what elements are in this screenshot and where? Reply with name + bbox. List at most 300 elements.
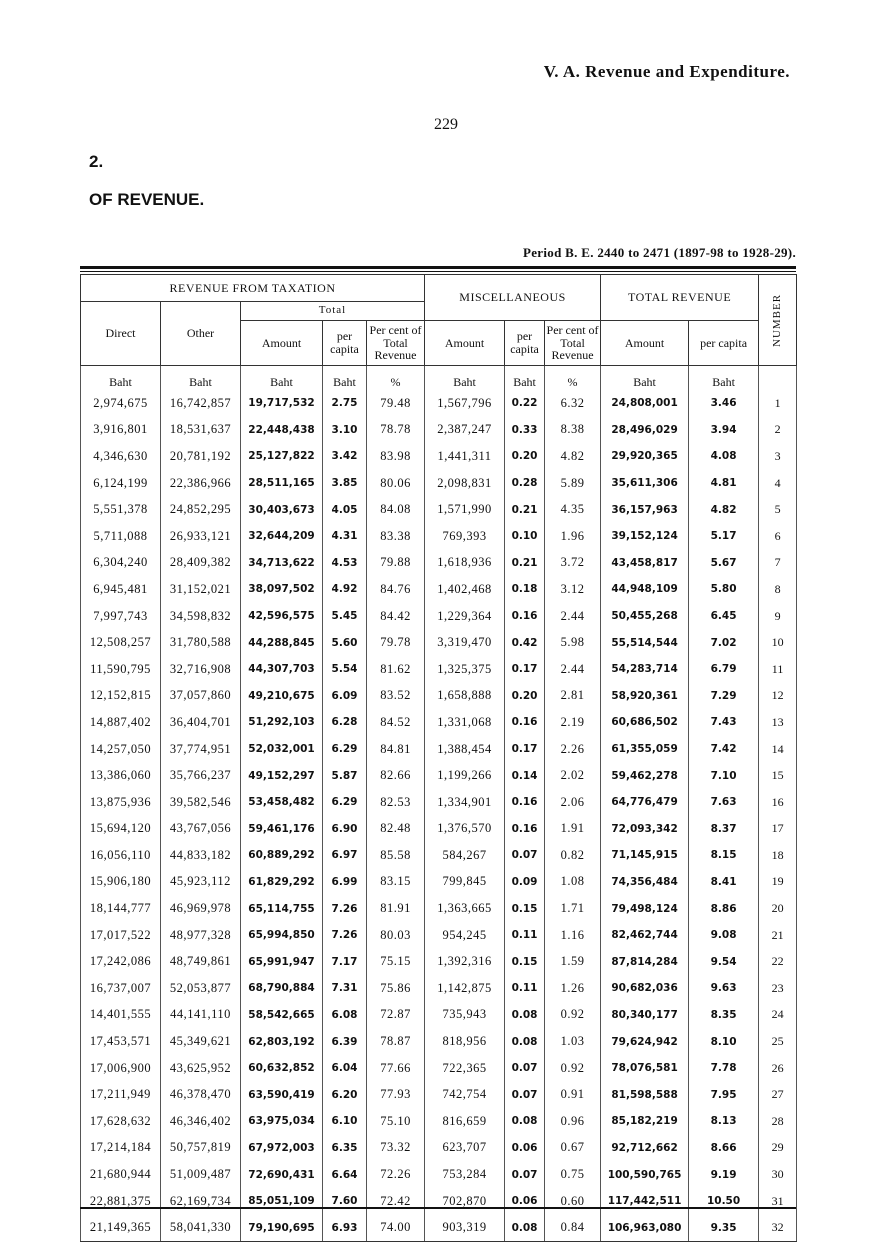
table-cell: 117,442,511	[601, 1188, 689, 1215]
table-cell: 34,598,832	[161, 603, 241, 630]
table-cell: 0.82	[545, 842, 601, 869]
table-cell: 6.79	[689, 656, 759, 683]
table-cell: 6.97	[323, 842, 367, 869]
table-cell: 7	[759, 550, 797, 577]
table-cell: 0.42	[505, 629, 545, 656]
table-cell: 58,920,361	[601, 683, 689, 710]
table-cell: 13,875,936	[81, 789, 161, 816]
table-cell: 12	[759, 683, 797, 710]
table-cell: 78,076,581	[601, 1055, 689, 1082]
table-cell: 1.26	[545, 975, 601, 1002]
table-cell: 87,814,284	[601, 948, 689, 975]
col-misc-per-capita: per capita	[505, 321, 545, 366]
table-cell: 36,404,701	[161, 709, 241, 736]
table-cell: 84.08	[367, 496, 425, 523]
table-cell: 7.78	[689, 1055, 759, 1082]
unit-cell: Baht	[689, 366, 759, 391]
table-cell: 3.85	[323, 470, 367, 497]
table-row	[81, 550, 797, 577]
table-cell: 1,392,316	[425, 948, 505, 975]
table-cell: 623,707	[425, 1135, 505, 1162]
table-cell: 7.42	[689, 736, 759, 763]
table-cell: 2,387,247	[425, 417, 505, 444]
table-cell: 18	[759, 842, 797, 869]
table-cell: 7.26	[323, 922, 367, 949]
table-cell: 17,211,949	[81, 1081, 161, 1108]
table-cell: 19,717,532	[241, 390, 323, 417]
table-cell: 1,567,796	[425, 390, 505, 417]
table-cell: 1.03	[545, 1028, 601, 1055]
table-cell: 6.08	[323, 1002, 367, 1029]
table-cell: 65,114,755	[241, 895, 323, 922]
table-cell: 59,462,278	[601, 762, 689, 789]
table-cell: 4.82	[689, 496, 759, 523]
table-cell: 735,943	[425, 1002, 505, 1029]
table-cell: 37,057,860	[161, 683, 241, 710]
table-cell: 27	[759, 1081, 797, 1108]
table-cell: 2.19	[545, 709, 601, 736]
table-cell: 14,401,555	[81, 1002, 161, 1029]
table-row	[81, 948, 797, 975]
table-cell: 8.41	[689, 869, 759, 896]
table-cell: 6.32	[545, 390, 601, 417]
table-cell: 2.44	[545, 603, 601, 630]
table-cell: 1.16	[545, 922, 601, 949]
table-cell: 31,152,021	[161, 576, 241, 603]
table-cell: 1.71	[545, 895, 601, 922]
table-cell: 5,551,378	[81, 496, 161, 523]
group-miscellaneous: MISCELLANEOUS	[425, 275, 601, 321]
table-cell: 39,582,546	[161, 789, 241, 816]
table-cell: 0.22	[505, 390, 545, 417]
table-cell: 0.16	[505, 603, 545, 630]
table-cell: 81.62	[367, 656, 425, 683]
table-cell: 769,393	[425, 523, 505, 550]
table-row	[81, 656, 797, 683]
table-row	[81, 443, 797, 470]
table-cell: 8.10	[689, 1028, 759, 1055]
bottom-rule	[80, 1207, 796, 1209]
unit-cell: Baht	[505, 366, 545, 391]
table-cell: 7.43	[689, 709, 759, 736]
table-cell: 36,157,963	[601, 496, 689, 523]
table-cell: 71,145,915	[601, 842, 689, 869]
table-row	[81, 390, 797, 417]
table-cell: 60,686,502	[601, 709, 689, 736]
table-cell: 5.87	[323, 762, 367, 789]
table-cell: 18,144,777	[81, 895, 161, 922]
table-row	[81, 1028, 797, 1055]
table-cell: 83.15	[367, 869, 425, 896]
table-cell: 28,409,382	[161, 550, 241, 577]
table-cell: 28	[759, 1108, 797, 1135]
table-cell: 62,803,192	[241, 1028, 323, 1055]
table-cell: 29	[759, 1135, 797, 1162]
page-number: 229	[434, 116, 458, 133]
col-misc-pct: Per cent of Total Revenue	[545, 321, 601, 366]
table-row	[81, 1081, 797, 1108]
table-cell: 7.26	[323, 895, 367, 922]
table-cell: 84.76	[367, 576, 425, 603]
table-cell: 5,711,088	[81, 523, 161, 550]
table-cell: 61,829,292	[241, 869, 323, 896]
table-cell: 5.45	[323, 603, 367, 630]
table-cell: 5.80	[689, 576, 759, 603]
table-cell: 5.17	[689, 523, 759, 550]
unit-cell: Baht	[81, 366, 161, 391]
table-cell: 5.98	[545, 629, 601, 656]
unit-cell: Baht	[161, 366, 241, 391]
table-cell: 80.03	[367, 922, 425, 949]
table-cell: 6.29	[323, 789, 367, 816]
table-cell: 16,737,007	[81, 975, 161, 1002]
table-cell: 79,190,695	[241, 1214, 323, 1241]
group-total-revenue: TOTAL REVENUE	[601, 275, 759, 321]
table-cell: 4,346,630	[81, 443, 161, 470]
table-cell: 24,808,001	[601, 390, 689, 417]
table-cell: 11,590,795	[81, 656, 161, 683]
table-cell: 6	[759, 523, 797, 550]
table-row	[81, 895, 797, 922]
table-cell: 16,056,110	[81, 842, 161, 869]
table-cell: 15	[759, 762, 797, 789]
table-cell: 2,098,831	[425, 470, 505, 497]
table-cell: 78.87	[367, 1028, 425, 1055]
table-cell: 0.10	[505, 523, 545, 550]
table-cell: 13	[759, 709, 797, 736]
table-cell: 46,969,978	[161, 895, 241, 922]
table-cell: 9.35	[689, 1214, 759, 1241]
table-cell: 42,596,575	[241, 603, 323, 630]
table-cell: 72.26	[367, 1161, 425, 1188]
table-cell: 0.16	[505, 789, 545, 816]
table-cell: 20	[759, 895, 797, 922]
number-header: NUMBER	[759, 275, 797, 366]
table-cell: 6.39	[323, 1028, 367, 1055]
table-cell: 17,242,086	[81, 948, 161, 975]
col-tax-per-capita: per capita	[323, 321, 367, 366]
table-cell: 2,974,675	[81, 390, 161, 417]
table-cell: 50,455,268	[601, 603, 689, 630]
table-cell: 21	[759, 922, 797, 949]
table-cell: 0.20	[505, 683, 545, 710]
table-cell: 6.09	[323, 683, 367, 710]
table-cell: 9.08	[689, 922, 759, 949]
table-cell: 5.89	[545, 470, 601, 497]
table-cell: 75.86	[367, 975, 425, 1002]
table-cell: 6.93	[323, 1214, 367, 1241]
table-cell: 17,214,184	[81, 1135, 161, 1162]
table-cell: 3.10	[323, 417, 367, 444]
table-cell: 0.08	[505, 1214, 545, 1241]
table-cell: 79.78	[367, 629, 425, 656]
table-cell: 6.64	[323, 1161, 367, 1188]
table-cell: 1.08	[545, 869, 601, 896]
table-cell: 9	[759, 603, 797, 630]
table-cell: 30,403,673	[241, 496, 323, 523]
table-cell: 1,331,068	[425, 709, 505, 736]
table-cell: 18,531,637	[161, 417, 241, 444]
table-cell: 2.06	[545, 789, 601, 816]
table-cell: 1,325,375	[425, 656, 505, 683]
table-row	[81, 603, 797, 630]
table-cell: 74,356,484	[601, 869, 689, 896]
table-cell: 2.81	[545, 683, 601, 710]
table-cell: 16	[759, 789, 797, 816]
table-cell: 54,283,714	[601, 656, 689, 683]
table-cell: 3.72	[545, 550, 601, 577]
table-cell: 20,781,192	[161, 443, 241, 470]
table-cell: 7.10	[689, 762, 759, 789]
table-cell: 753,284	[425, 1161, 505, 1188]
table-cell: 6.28	[323, 709, 367, 736]
table-cell: 72,690,431	[241, 1161, 323, 1188]
table-cell: 7.02	[689, 629, 759, 656]
table-cell: 82,462,744	[601, 922, 689, 949]
table-cell: 49,210,675	[241, 683, 323, 710]
table-cell: 61,355,059	[601, 736, 689, 763]
table-cell: 1,618,936	[425, 550, 505, 577]
table-cell: 6,945,481	[81, 576, 161, 603]
table-row	[81, 470, 797, 497]
table-cell: 15,906,180	[81, 869, 161, 896]
table-cell: 83.98	[367, 443, 425, 470]
top-rule-thin	[80, 271, 796, 272]
table-cell: 1.59	[545, 948, 601, 975]
table-cell: 13,386,060	[81, 762, 161, 789]
table-cell: 28,511,165	[241, 470, 323, 497]
table-cell: 1,229,364	[425, 603, 505, 630]
table-cell: 43,458,817	[601, 550, 689, 577]
unit-cell	[759, 366, 797, 391]
table-row	[81, 816, 797, 843]
table-cell: 24	[759, 1002, 797, 1029]
table-cell: 1,658,888	[425, 683, 505, 710]
table-cell: 44,307,703	[241, 656, 323, 683]
table-cell: 82.48	[367, 816, 425, 843]
table-cell: 59,461,176	[241, 816, 323, 843]
table-row	[81, 869, 797, 896]
table-cell: 0.07	[505, 1161, 545, 1188]
table-cell: 0.11	[505, 975, 545, 1002]
table-cell: 37,774,951	[161, 736, 241, 763]
table-cell: 24,852,295	[161, 496, 241, 523]
table-cell: 0.08	[505, 1108, 545, 1135]
table-cell: 53,458,482	[241, 789, 323, 816]
table-cell: 0.96	[545, 1108, 601, 1135]
table-row	[81, 1108, 797, 1135]
table-row	[81, 576, 797, 603]
table-cell: 1,334,901	[425, 789, 505, 816]
table-cell: 903,319	[425, 1214, 505, 1241]
table-cell: 43,625,952	[161, 1055, 241, 1082]
table-cell: 46,346,402	[161, 1108, 241, 1135]
table-cell: 17,453,571	[81, 1028, 161, 1055]
table-cell: 45,349,621	[161, 1028, 241, 1055]
table-cell: 75.15	[367, 948, 425, 975]
table-row	[81, 922, 797, 949]
table-cell: 106,963,080	[601, 1214, 689, 1241]
table-cell: 3.46	[689, 390, 759, 417]
table-cell: 63,975,034	[241, 1108, 323, 1135]
table-cell: 58,542,665	[241, 1002, 323, 1029]
table-cell: 79,624,942	[601, 1028, 689, 1055]
table-cell: 45,923,112	[161, 869, 241, 896]
table-cell: 0.07	[505, 842, 545, 869]
table-cell: 2.44	[545, 656, 601, 683]
table-cell: 77.93	[367, 1081, 425, 1108]
table-cell: 28,496,029	[601, 417, 689, 444]
unit-cell: Baht	[241, 366, 323, 391]
table-cell: 0.14	[505, 762, 545, 789]
table-cell: 10.50	[689, 1188, 759, 1215]
table-cell: 7.31	[323, 975, 367, 1002]
table-cell: 2.26	[545, 736, 601, 763]
table-cell: 1,142,875	[425, 975, 505, 1002]
table-cell: 0.15	[505, 948, 545, 975]
table-cell: 60,632,852	[241, 1055, 323, 1082]
table-cell: 0.11	[505, 922, 545, 949]
table-cell: 34,713,622	[241, 550, 323, 577]
table-cell: 78.78	[367, 417, 425, 444]
table-cell: 14	[759, 736, 797, 763]
table-cell: 75.10	[367, 1108, 425, 1135]
table-cell: 31	[759, 1188, 797, 1215]
table-cell: 52,032,001	[241, 736, 323, 763]
col-total-amount: Amount	[601, 321, 689, 366]
table-cell: 80.06	[367, 470, 425, 497]
table-cell: 100,590,765	[601, 1161, 689, 1188]
table-cell: 46,378,470	[161, 1081, 241, 1108]
col-other: Other	[161, 302, 241, 366]
table-row	[81, 1002, 797, 1029]
table-cell: 816,659	[425, 1108, 505, 1135]
table-cell: 8.37	[689, 816, 759, 843]
table-cell: 0.21	[505, 550, 545, 577]
table-cell: 79,498,124	[601, 895, 689, 922]
table-cell: 14,887,402	[81, 709, 161, 736]
period-note: Period B. E. 2440 to 2471 (1897-98 to 1928-29).	[523, 245, 796, 260]
table-cell: 72.87	[367, 1002, 425, 1029]
table-row	[81, 1135, 797, 1162]
table-cell: 0.84	[545, 1214, 601, 1241]
unit-cell: Baht	[601, 366, 689, 391]
table-cell: 23	[759, 975, 797, 1002]
table-cell: 68,790,884	[241, 975, 323, 1002]
table-cell: 5.60	[323, 629, 367, 656]
table-cell: 22,448,438	[241, 417, 323, 444]
table-cell: 954,245	[425, 922, 505, 949]
revenue-table	[80, 274, 797, 1242]
table-cell: 32,716,908	[161, 656, 241, 683]
table-cell: 26	[759, 1055, 797, 1082]
table-cell: 5.67	[689, 550, 759, 577]
table-cell: 22,386,966	[161, 470, 241, 497]
table-cell: 22,881,375	[81, 1188, 161, 1215]
table-cell: 22	[759, 948, 797, 975]
table-cell: 1,199,266	[425, 762, 505, 789]
table-cell: 81.91	[367, 895, 425, 922]
table-cell: 82.66	[367, 762, 425, 789]
table-cell: 2.02	[545, 762, 601, 789]
table-row	[81, 842, 797, 869]
table-cell: 0.91	[545, 1081, 601, 1108]
table-cell: 4	[759, 470, 797, 497]
table-cell: 73.32	[367, 1135, 425, 1162]
table-row	[81, 417, 797, 444]
table-cell: 4.53	[323, 550, 367, 577]
table-cell: 742,754	[425, 1081, 505, 1108]
table-cell: 7.95	[689, 1081, 759, 1108]
table-cell: 55,514,544	[601, 629, 689, 656]
table-cell: 83.38	[367, 523, 425, 550]
table-cell: 74.00	[367, 1214, 425, 1241]
col-misc-amount: Amount	[425, 321, 505, 366]
table-cell: 64,776,479	[601, 789, 689, 816]
table-cell: 1,376,570	[425, 816, 505, 843]
units-row	[81, 366, 797, 391]
table-cell: 5.54	[323, 656, 367, 683]
table-cell: 63,590,419	[241, 1081, 323, 1108]
table-cell: 0.18	[505, 576, 545, 603]
table-cell: 84.52	[367, 709, 425, 736]
table-cell: 48,977,328	[161, 922, 241, 949]
table-cell: 79.88	[367, 550, 425, 577]
table-cell: 3.12	[545, 576, 601, 603]
table-cell: 82.53	[367, 789, 425, 816]
table-cell: 0.21	[505, 496, 545, 523]
table-cell: 32	[759, 1214, 797, 1241]
table-cell: 92,712,662	[601, 1135, 689, 1162]
table-cell: 29,920,365	[601, 443, 689, 470]
table-cell: 17,628,632	[81, 1108, 161, 1135]
table-cell: 7.29	[689, 683, 759, 710]
table-row	[81, 1214, 797, 1241]
table-cell: 85,051,109	[241, 1188, 323, 1215]
table-cell: 0.07	[505, 1081, 545, 1108]
table-row	[81, 789, 797, 816]
table-cell: 7.63	[689, 789, 759, 816]
top-rule	[80, 266, 796, 269]
table-cell: 51,009,487	[161, 1161, 241, 1188]
col-total-per-capita: per capita	[689, 321, 759, 366]
table-cell: 15,694,120	[81, 816, 161, 843]
unit-cell: Baht	[323, 366, 367, 391]
table-cell: 14,257,050	[81, 736, 161, 763]
table-subtitle: OF REVENUE.	[89, 190, 205, 209]
table-cell: 38,097,502	[241, 576, 323, 603]
table-cell: 3,916,801	[81, 417, 161, 444]
table-cell: 9.54	[689, 948, 759, 975]
table-cell: 584,267	[425, 842, 505, 869]
table-cell: 7.60	[323, 1188, 367, 1215]
table-cell: 19	[759, 869, 797, 896]
table-cell: 51,292,103	[241, 709, 323, 736]
table-row	[81, 709, 797, 736]
table-cell: 8.86	[689, 895, 759, 922]
table-cell: 17,006,900	[81, 1055, 161, 1082]
unit-cell: %	[367, 366, 425, 391]
table-cell: 17,017,522	[81, 922, 161, 949]
table-cell: 1	[759, 390, 797, 417]
table-cell: 44,141,110	[161, 1002, 241, 1029]
table-cell: 26,933,121	[161, 523, 241, 550]
table-cell: 3	[759, 443, 797, 470]
table-cell: 81,598,588	[601, 1081, 689, 1108]
table-cell: 2	[759, 417, 797, 444]
table-cell: 722,365	[425, 1055, 505, 1082]
table-cell: 1,441,311	[425, 443, 505, 470]
